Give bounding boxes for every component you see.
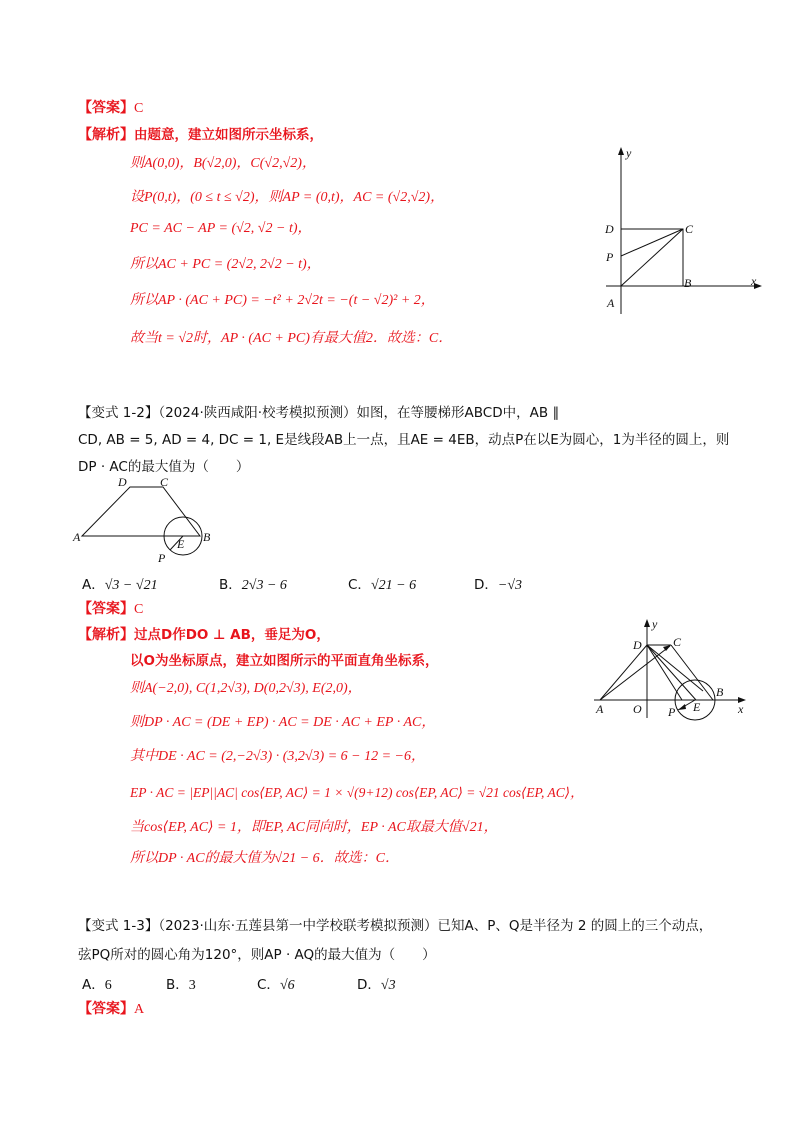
fig2-label-e: E [177, 537, 185, 551]
option-1-3-d: D．√3 [357, 977, 396, 993]
fig1-label-p: P [606, 250, 614, 264]
fig3-label-p: P [668, 705, 676, 719]
fig2-label-b: B [203, 530, 211, 544]
fig3-label-a: A [596, 702, 604, 716]
trapezoid-figure [70, 470, 220, 565]
analysis-line-6: 所以AP · (AC + PC) = −t² + 2√2t = −(t − √2)² + 2， [130, 293, 435, 308]
question-1-2-title: 【变式 1-2】（2024·陕西咸阳·校考模拟预测）如图，在等腰梯形ABCD中，AB ∥ [78, 405, 560, 421]
analysis-line-5: 所以AC + PC = (2√2, 2√2 − t)， [130, 257, 321, 272]
fig1-label-c: C [685, 222, 694, 236]
option-1-2-a: A．√3 − √21 [82, 577, 158, 593]
answer-label-3: 【答案】A [78, 1001, 145, 1017]
answer-label-1: 【答案】C [78, 100, 144, 116]
analysis-2-line-5: 其中DE · AC = (2,−2√3) · (3,2√3) = 6 − 12 = −6， [130, 749, 425, 764]
analysis-line-1: 【解析】由题意，建立如图所示坐标系， [78, 127, 323, 143]
option-1-3-b: B．3 [166, 977, 196, 993]
fig1-label-a: A [607, 296, 615, 310]
fig3-label-b: B [716, 685, 724, 699]
analysis-line-4: PC = AC − AP = (√2, √2 − t)， [130, 221, 312, 236]
analysis-2-line-1: 【解析】过点D作DO ⊥ AB，垂足为O， [78, 627, 330, 643]
fig3-label-x: x [738, 702, 744, 716]
fig3-label-y: y [652, 617, 658, 631]
fig1-label-y: y [626, 146, 632, 160]
analysis-2-line-6: EP · AC = |EP||AC| cos⟨EP, AC⟩ = 1 × √(9+12) cos⟨EP, AC⟩ = √21 cos⟨EP, AC⟩， [130, 785, 584, 800]
question-1-3-title: 【变式 1-3】（2023·山东·五莲县第一中学校联考模拟预测）已知A、P、Q是半径为 2 的圆上的三个动点， [78, 918, 713, 934]
fig2-label-c: C [160, 475, 169, 489]
question-1-2-title-3: DP · AC的最大值为（ ） [78, 459, 250, 475]
option-1-3-c: C．√6 [257, 977, 295, 993]
fig3-label-o: O [633, 702, 642, 716]
option-1-2-c: C．√21 − 6 [348, 577, 417, 593]
fig2-label-d: D [118, 475, 127, 489]
fig3-label-e: E [693, 700, 701, 714]
option-1-2-b: B．2√3 − 6 [219, 577, 287, 593]
question-1-3-title-2: 弦PQ所对的圆心角为120°，则AP · AQ的最大值为（ ） [78, 947, 436, 963]
square-coordinate-figure [596, 142, 766, 317]
analysis-line-3: 设P(0,t)，(0 ≤ t ≤ √2)，则AP = (0,t)，AC = (√2,√2)， [130, 190, 445, 205]
analysis-2-line-7: 当cos⟨EP, AC⟩ = 1，即EP, AC同向时，EP · AC取最大值√21， [130, 820, 498, 835]
analysis-2-line-2: 以O为坐标原点，建立如图所示的平面直角坐标系， [130, 653, 439, 669]
coordinate-trapezoid-figure [588, 616, 753, 721]
fig2-label-a: A [73, 530, 81, 544]
analysis-2-line-4: 则DP · AC = (DE + EP) · AC = DE · AC + EP · AC， [130, 715, 436, 730]
analysis-line-2: 则A(0,0)，B(√2,0)，C(√2,√2)， [130, 156, 316, 171]
fig3-label-d: D [633, 638, 642, 652]
option-1-2-d: D．−√3 [474, 577, 523, 593]
fig2-label-p: P [158, 551, 166, 565]
analysis-2-line-3: 则A(−2,0), C(1,2√3), D(0,2√3), E(2,0)， [130, 681, 362, 696]
fig3-label-c: C [673, 635, 682, 649]
question-1-2-title-2: CD, AB = 5, AD = 4, DC = 1, E是线段AB上一点，且AE = 4EB，动点P在以E为圆心，1为半径的圆上，则 [78, 432, 730, 448]
fig1-label-x: x [751, 274, 757, 288]
analysis-line-7: 故当t = √2时，AP · (AC + PC)有最大值2．故选：C． [130, 331, 453, 346]
answer-label-2: 【答案】C [78, 601, 144, 617]
fig1-label-b: B [684, 276, 692, 290]
option-1-3-a: A．6 [82, 977, 112, 993]
fig1-label-d: D [605, 222, 614, 236]
analysis-2-line-8: 所以DP · AC的最大值为√21 − 6．故选：C． [130, 851, 400, 866]
